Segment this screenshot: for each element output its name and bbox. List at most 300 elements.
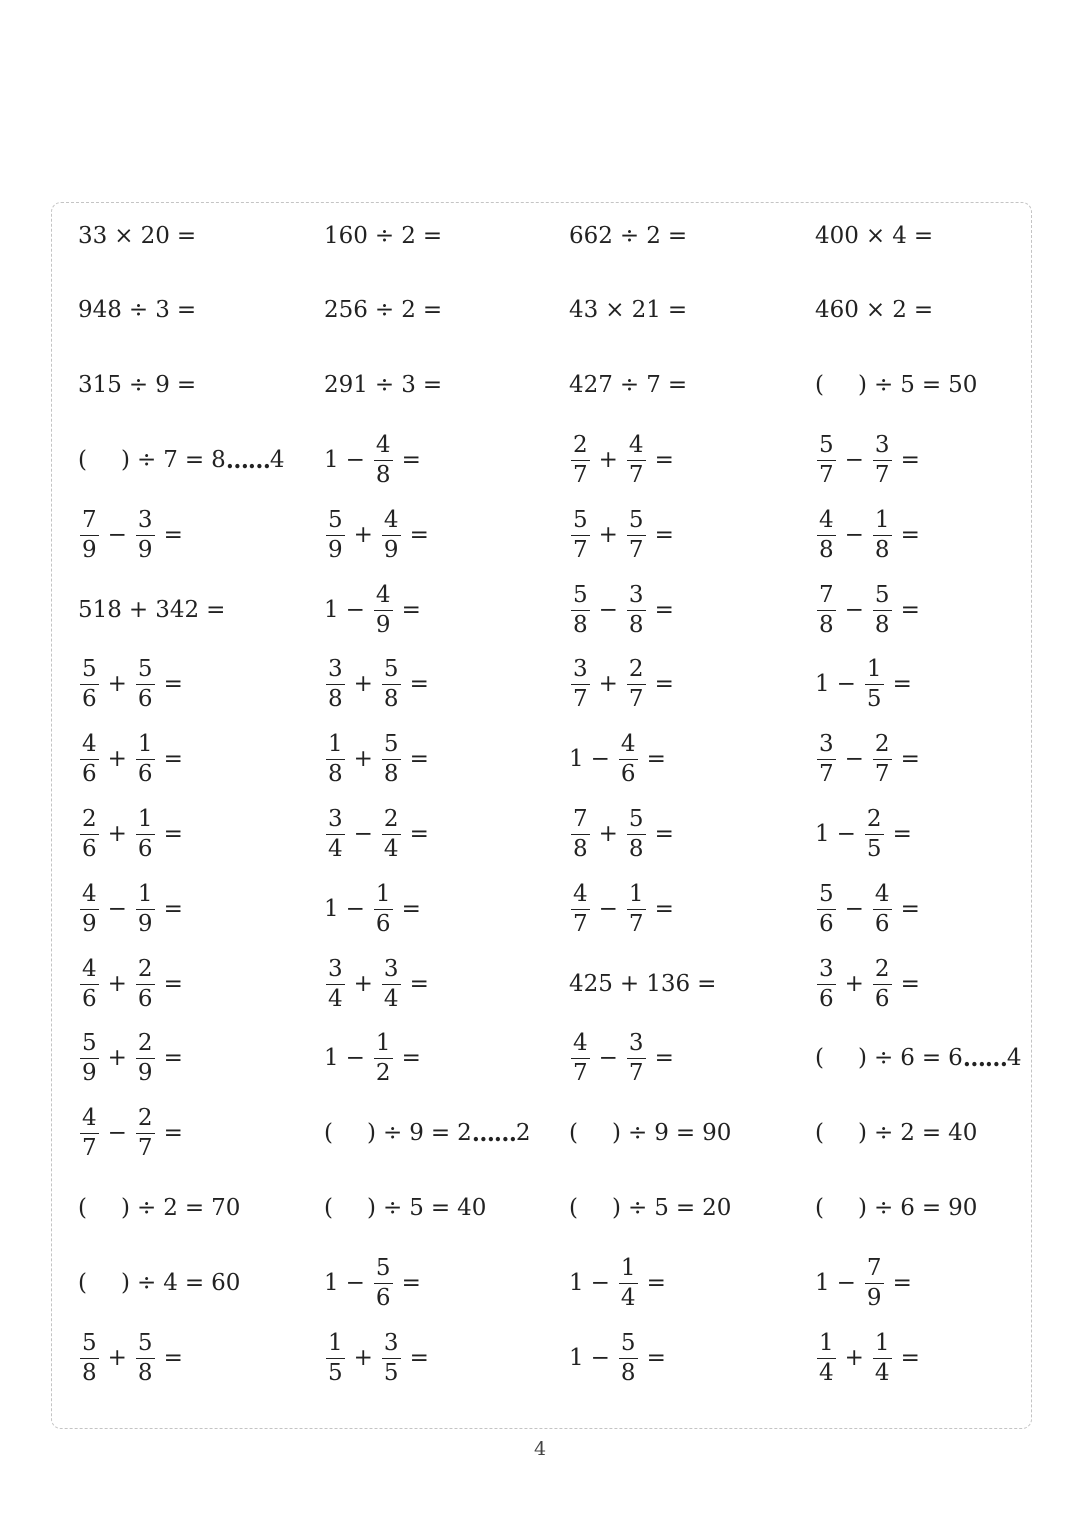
number: 1 [815,671,830,698]
math-problem [569,580,681,640]
fraction [374,581,393,638]
equals-sign: = [401,446,421,473]
number: 9 [409,1120,424,1147]
numerator: 4 [375,581,391,608]
numerator: 4 [573,880,588,907]
number: 4 [892,222,907,249]
equals-sign: = [900,970,920,997]
close-paren: ) [120,1269,130,1296]
equals-sign: = [921,1045,942,1072]
number: 6 [948,1045,963,1072]
fraction [326,658,345,711]
minus-operator: − [345,1269,365,1296]
number: 7 [646,372,661,399]
number: 2 [900,1120,915,1147]
fraction [382,506,401,563]
numerator: 4 [82,731,97,758]
denominator: 4 [328,985,343,1012]
number: 5 [654,1194,669,1221]
open-paren: ( [324,1194,333,1221]
denominator: 7 [628,1060,644,1087]
math-problem [78,954,190,1014]
fraction [627,581,646,638]
number: 518 [78,596,122,623]
plus-operator: + [353,970,373,997]
number: 315 [78,372,122,399]
number: 2 [401,297,416,324]
minus-operator: − [844,596,864,623]
denominator: 6 [82,761,97,788]
equals-sign: = [921,1120,942,1147]
equals-sign: = [422,297,443,324]
open-paren: ( [569,1194,578,1221]
close-paren: ) [120,1194,130,1221]
numerator: 3 [328,955,343,982]
fraction [382,658,401,711]
equals-sign: = [654,671,674,698]
fraction [865,658,884,711]
numerator: 3 [383,955,399,982]
fraction [80,1032,99,1085]
denominator: 7 [628,536,644,563]
math-problem [78,281,203,341]
numerator: 1 [375,880,391,907]
math-problem [324,1328,436,1388]
numerator: 5 [82,1030,97,1057]
math-problem [78,206,203,266]
number: 136 [646,970,691,997]
denominator: 6 [819,910,834,937]
number: 1 [815,820,830,847]
equals-sign: = [697,970,717,997]
numerator: 2 [383,805,399,832]
math-problem [78,1029,190,1089]
fraction [873,733,892,786]
answer-blank [569,1122,621,1145]
equals-sign: = [163,746,183,773]
plus-operator: + [353,1344,373,1371]
equals-sign: = [646,1344,666,1371]
equals-sign: = [900,746,920,773]
numerator: 5 [573,581,588,608]
divide-operator: ÷ [136,1194,157,1221]
denominator: 8 [383,761,399,788]
numerator: 3 [383,1329,399,1356]
open-paren: ( [78,1194,87,1221]
number: 90 [948,1194,978,1221]
fraction [571,1032,590,1085]
numerator: 5 [819,880,834,907]
denominator: 8 [573,611,588,638]
denominator: 5 [866,686,882,713]
numerator: 3 [137,506,153,533]
math-problem [815,804,919,864]
denominator: 8 [819,536,834,563]
number: 43 [569,297,599,324]
denominator: 7 [819,761,834,788]
fraction [326,506,345,563]
math-problem [569,655,681,715]
fraction [865,805,884,862]
numerator: 4 [375,431,391,458]
numerator: 5 [874,581,890,608]
equals-sign: = [430,1194,451,1221]
math-problem [815,356,977,416]
denominator: 6 [137,985,153,1012]
math-problem [815,954,927,1014]
number: 1 [324,1269,339,1296]
number: 1 [324,895,339,922]
number: 8 [211,446,226,473]
denominator: 8 [620,1359,636,1386]
number: 2 [892,297,907,324]
minus-operator: − [345,446,365,473]
denominator: 7 [628,461,644,488]
answer-blank [324,1194,376,1221]
minus-operator: − [590,1344,610,1371]
numerator: 3 [819,731,834,758]
denominator: 6 [82,985,97,1012]
number: 70 [211,1194,241,1221]
math-problem [569,1253,673,1313]
numerator: 2 [573,431,588,458]
denominator: 8 [874,611,890,638]
math-problem [815,1253,919,1313]
equals-sign: = [409,671,429,698]
math-problem [815,730,927,790]
divide-operator: ÷ [128,297,149,324]
fraction [136,506,155,563]
fraction [817,1329,836,1386]
equals-sign: = [163,1045,183,1072]
math-problem [78,804,190,864]
answer-blank [78,1269,130,1296]
equals-sign: = [401,1045,421,1072]
number: 1 [569,1269,584,1296]
answer-blank [78,446,130,473]
divide-operator: ÷ [627,1194,648,1221]
minus-operator: − [590,1269,610,1296]
answer-blank [569,1194,621,1221]
math-problem [815,1104,977,1164]
open-paren: ( [815,372,824,399]
numerator: 1 [874,506,890,533]
denominator: 6 [82,686,97,713]
fraction [136,1107,155,1160]
fraction [627,658,646,711]
denominator: 7 [573,536,588,563]
numerator: 1 [137,731,153,758]
minus-operator: − [836,820,856,847]
math-problem [78,505,190,565]
equals-sign: = [654,596,674,623]
math-problem [324,804,436,864]
open-paren: ( [815,1045,824,1072]
minus-operator: − [598,1045,618,1072]
equals-sign: = [409,820,429,847]
fraction [873,431,892,488]
minus-operator: − [598,596,618,623]
fraction [326,955,345,1012]
page-number: 4 [533,1438,547,1460]
number: 948 [78,297,122,324]
divide-operator: ÷ [374,372,395,399]
denominator: 8 [628,835,644,862]
denominator: 9 [383,536,399,563]
fraction [382,805,401,862]
minus-operator: − [345,1045,365,1072]
fraction [374,431,393,488]
denominator: 6 [874,910,890,937]
denominator: 6 [375,1284,391,1311]
divide-operator: ÷ [128,372,149,399]
math-problem [324,206,449,266]
equals-sign: = [921,1194,942,1221]
denominator: 7 [137,1135,153,1162]
equals-sign: = [900,596,920,623]
number: 460 [815,297,859,324]
number: 60 [211,1269,241,1296]
plus-operator: + [598,521,618,548]
math-problem [569,1029,681,1089]
fraction [80,506,99,563]
math-problem [324,730,436,790]
number: 662 [569,222,613,249]
equals-sign: = [184,446,205,473]
divide-operator: ÷ [382,1194,403,1221]
fraction [571,506,590,563]
plus-operator: + [353,746,373,773]
close-paren: ) [857,1120,867,1147]
divide-operator: ÷ [619,372,640,399]
denominator: 7 [874,461,890,488]
number: 1 [324,446,339,473]
number: 7 [163,446,178,473]
fraction [873,880,892,937]
fraction [382,955,401,1012]
fraction [80,733,99,786]
math-problem [815,580,927,640]
fraction [817,955,836,1012]
equals-sign: = [401,895,421,922]
denominator: 9 [137,1060,153,1087]
fraction [571,805,590,862]
equals-sign: = [667,297,688,324]
math-problem [78,655,190,715]
numerator: 1 [375,1030,391,1057]
equals-sign: = [401,596,421,623]
math-problem [324,356,449,416]
numerator: 4 [82,955,97,982]
math-problem [815,879,927,939]
math-problem [569,804,681,864]
numerator: 1 [874,1329,890,1356]
equals-sign: = [900,521,920,548]
fraction [80,805,99,862]
number: 40 [948,1120,978,1147]
open-paren: ( [324,1120,333,1147]
numerator: 4 [628,431,644,458]
fraction [382,733,401,786]
plus-operator: + [107,746,127,773]
denominator: 6 [137,761,153,788]
equals-sign: = [913,297,934,324]
equals-sign: = [163,1344,183,1371]
numerator: 1 [819,1329,834,1356]
fraction [136,1032,155,1085]
equals-sign: = [184,1269,205,1296]
minus-operator: − [836,1269,856,1296]
numerator: 1 [328,1329,343,1356]
math-problem [324,1253,428,1313]
math-problem [569,1328,673,1388]
plus-operator: + [107,1045,127,1072]
math-problem [324,505,436,565]
fraction [136,658,155,711]
plus-operator: + [598,671,618,698]
plus-operator: + [598,446,618,473]
denominator: 6 [137,835,153,862]
fraction [627,805,646,862]
numerator: 1 [628,880,644,907]
numerator: 7 [82,506,97,533]
close-paren: ) [120,446,130,473]
number: 9 [155,372,170,399]
math-problem [815,655,919,715]
fraction [619,1254,638,1311]
math-problem [815,1029,1021,1089]
plus-operator: + [107,1344,127,1371]
fraction [817,506,836,563]
number: 3 [401,372,416,399]
math-problem [78,430,284,490]
numerator: 4 [874,880,890,907]
answer-blank [815,1047,867,1070]
denominator: 4 [819,1359,834,1386]
equals-sign: = [163,1120,183,1147]
equals-sign: = [900,446,920,473]
number: 6 [900,1194,915,1221]
minus-operator: − [598,895,618,922]
math-problem [78,730,190,790]
numerator: 2 [628,656,644,683]
numerator: 2 [874,955,890,982]
fraction [627,431,646,488]
fraction [571,581,590,638]
divide-operator: ÷ [873,1120,894,1147]
times-operator: × [865,297,886,324]
math-problem [324,1029,428,1089]
denominator: 7 [82,1135,97,1162]
denominator: 8 [328,686,343,713]
numerator: 2 [137,955,153,982]
numerator: 2 [137,1105,153,1132]
fraction [873,581,892,638]
fraction [873,955,892,1012]
equals-sign: = [163,521,183,548]
math-problem [324,430,428,490]
denominator: 5 [328,1359,343,1386]
plus-operator: + [107,671,127,698]
equals-sign: = [646,746,666,773]
answer-blank [815,1194,867,1221]
fraction [627,506,646,563]
numerator: 5 [137,1329,153,1356]
denominator: 4 [328,835,343,862]
equals-sign: = [667,222,688,249]
denominator: 6 [82,835,97,862]
math-problem [324,1178,486,1238]
number: 21 [631,297,661,324]
plus-operator: + [107,820,127,847]
numerator: 5 [573,506,588,533]
number: 2 [163,1194,178,1221]
denominator: 5 [866,835,882,862]
numerator: 2 [82,805,97,832]
numerator: 3 [328,656,343,683]
denominator: 9 [82,910,97,937]
open-paren: ( [815,1120,824,1147]
number: 291 [324,372,368,399]
numerator: 4 [82,1105,97,1132]
minus-operator: − [844,446,864,473]
denominator: 7 [819,461,834,488]
fraction [80,658,99,711]
remainder-dots: …… [471,1120,516,1148]
number: 5 [409,1194,424,1221]
answer-blank [324,1122,376,1145]
fraction [136,880,155,937]
close-paren: ) [857,1045,867,1072]
number: 20 [140,222,170,249]
minus-operator: − [107,521,127,548]
math-problem [815,430,927,490]
equals-sign: = [900,1344,920,1371]
number: 90 [702,1120,732,1147]
number: 342 [155,596,200,623]
numerator: 5 [620,1329,636,1356]
math-problem [569,730,673,790]
fraction [817,733,836,786]
fraction [817,431,836,488]
answer-blank [815,374,867,397]
fraction [619,733,638,786]
denominator: 9 [82,1060,97,1087]
fraction [571,431,590,488]
number: 6 [900,1045,915,1072]
numerator: 5 [137,656,153,683]
close-paren: ) [366,1194,376,1221]
denominator: 7 [628,686,644,713]
math-problem [569,954,723,1014]
equals-sign: = [430,1120,451,1147]
numerator: 1 [866,656,882,683]
equals-sign: = [409,521,429,548]
fraction [136,955,155,1012]
fraction [627,880,646,937]
numerator: 5 [628,506,644,533]
denominator: 7 [573,1060,588,1087]
number: 427 [569,372,613,399]
denominator: 6 [874,985,890,1012]
numerator: 4 [620,731,636,758]
math-problem [78,1328,190,1388]
equals-sign: = [675,1120,696,1147]
equals-sign: = [913,222,934,249]
answer-blank [78,1194,130,1221]
math-problem [569,1178,731,1238]
fraction [136,1329,155,1386]
